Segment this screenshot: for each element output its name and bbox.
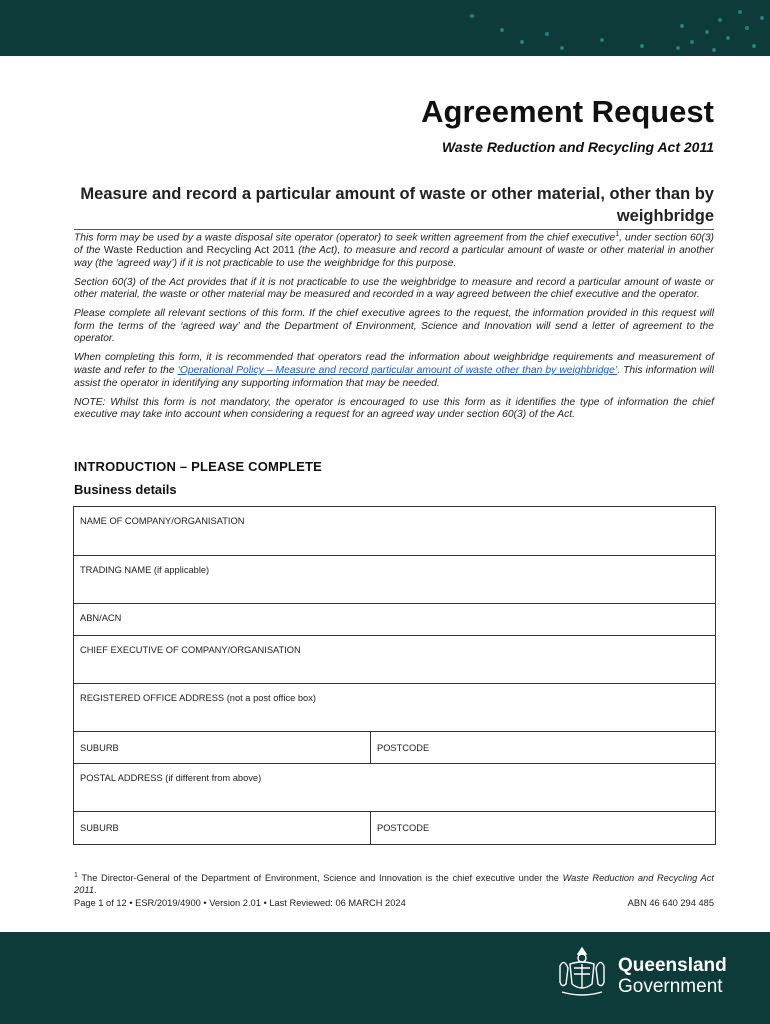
queensland-government-logo	[618, 955, 727, 997]
document-subtitle: Waste Reduction and Recycling Act 2011	[441, 139, 714, 155]
postcode-label: POSTCODE	[377, 743, 430, 753]
paragraph-5: NOTE: Whilst this form is not mandatory, the operator is encouraged to use this form as it identifies the type of information the chief executive may take into account when considering a request for an agreed way under section 60(3) of the Act.	[74, 396, 714, 421]
suburb-label: SUBURB	[80, 743, 119, 753]
section-heading: Measure and record a particular amount of waste or other material, other than by weighbridge	[74, 183, 714, 230]
postal-address-field[interactable]	[74, 763, 715, 811]
trading-name-label: TRADING NAME (if applicable)	[80, 565, 210, 575]
operational-policy-link[interactable]: ‘Operational Policy – Measure and record particular amount of waste other than by weighbridge’	[177, 364, 618, 376]
p4-text-b: . This information will assist the operator in identifying any supporting information that may be needed.	[74, 364, 714, 389]
company-name-field[interactable]	[74, 507, 715, 555]
intro-heading: INTRODUCTION – PLEASE COMPLETE	[74, 459, 322, 474]
paragraph-4	[74, 352, 714, 390]
page-footer	[74, 898, 714, 908]
queensland-crest-icon	[552, 944, 612, 1000]
postal-suburb-label: SUBURB	[80, 823, 119, 833]
chief-executive-field[interactable]	[74, 635, 715, 683]
p4-text-a: When completing this form, it is recommended that operators read the information about weighbridge requirements and measurement of waste and refer to the	[74, 352, 714, 376]
document-title: Agreement Request	[421, 94, 714, 129]
registered-address-label: REGISTERED OFFICE ADDRESS (not a post office box)	[80, 693, 316, 703]
postal-postcode-label: POSTCODE	[377, 823, 430, 833]
company-name-label: NAME OF COMPANY/ORGANISATION	[80, 516, 245, 526]
footnote	[74, 870, 714, 896]
abn-acn-field[interactable]	[74, 603, 715, 635]
suburb-field[interactable]	[74, 731, 370, 763]
p1-act-name: Waste Reduction and Recycling Act 2011	[103, 245, 295, 257]
footnote-text: The Director-General of the Department of Environment, Science and Innovation is the chief executive under the	[81, 873, 559, 884]
body-text	[74, 229, 714, 428]
page-info: Page 1 of 12 • ESR/2019/4900 • Version 2.01 • Last Reviewed: 06 MARCH 2024	[74, 898, 406, 908]
p1-text-a: This form may be used by a waste disposal site operator (operator) to seek written agreement from the chief executive	[74, 232, 616, 244]
logo-government: Government	[618, 976, 723, 997]
postal-postcode-field[interactable]	[370, 811, 715, 844]
logo-queensland: Queensland	[618, 955, 727, 976]
trading-name-field[interactable]	[74, 555, 715, 603]
registered-address-field[interactable]	[74, 683, 715, 731]
postal-suburb-field[interactable]	[74, 811, 370, 844]
paragraph-3: Please complete all relevant sections of this form. If the chief executive agrees to the request, the information provided in this request will form the terms of the ‘agreed way’ and the Department of Environment, Science and Innovation will send a letter of agreement to the operator.	[74, 308, 714, 345]
p1-text-b: , under section 60(3) of the	[74, 232, 714, 257]
paragraph-2: Section 60(3) of the Act provides that if it is not practicable to use the weighbridge to measure and record a particular amount of waste or other material, the waste or other material may be measured and recorded in a way agreed between the chief executive and the operator.	[74, 276, 714, 301]
footnote-act: Waste Reduction and Recycling Act 2011	[74, 873, 714, 896]
chief-executive-label: CHIEF EXECUTIVE OF COMPANY/ORGANISATION	[80, 645, 301, 655]
p1-text-d: (the Act), to measure and record a particular amount of waste or other material in another way (the ‘agreed way’) if it is not practicable to use the weighbridge for this purpose.	[74, 245, 714, 269]
postcode-field[interactable]	[370, 731, 715, 763]
footnote-number: 1	[74, 872, 78, 879]
business-details-heading: Business details	[74, 482, 177, 497]
postal-address-label: POSTAL ADDRESS (if different from above)	[80, 773, 262, 783]
header-band	[0, 0, 770, 56]
abn-number: ABN 46 640 294 485	[627, 898, 714, 908]
paragraph-1	[74, 229, 714, 270]
abn-acn-label: ABN/ACN	[80, 613, 122, 623]
business-details-form	[73, 506, 716, 845]
footnote-end: .	[94, 885, 97, 896]
footnote-ref: 1	[615, 231, 620, 238]
